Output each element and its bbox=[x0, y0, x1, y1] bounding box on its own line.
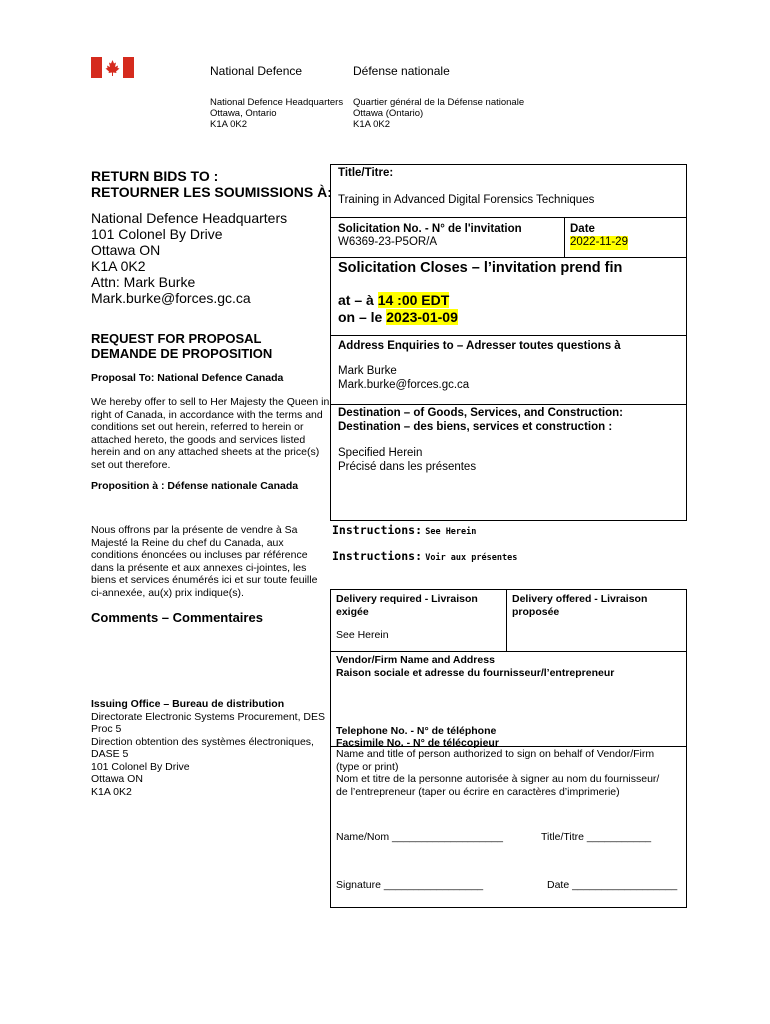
date-field[interactable]: Date __________________ bbox=[547, 879, 678, 891]
divider bbox=[506, 589, 507, 651]
divider bbox=[330, 217, 687, 218]
signature-field[interactable]: Signature _________________ bbox=[336, 879, 484, 891]
dept-address-en: National Defence Headquarters Ottawa, Ontario K1A 0K2 bbox=[210, 97, 344, 130]
comments-heading: Comments – Commentaires bbox=[91, 610, 263, 625]
closing-time: 14 :00 EDT bbox=[377, 292, 450, 308]
authorized-person-label: Name and title of person authorized to sign on behalf of Vendor/Firm (type or print) Nom et titre de la personne autorisée à signer au nom du fournisseur/ de l’entrepreneur (taper ou écrire en caractères d’imprimerie) bbox=[336, 748, 660, 798]
divider bbox=[330, 404, 687, 405]
divider bbox=[330, 257, 687, 258]
delivery-offered-label: Delivery offered - Livraison proposée bbox=[512, 593, 648, 618]
name-field[interactable]: Name/Nom ___________________ bbox=[336, 831, 503, 843]
closing-date: 2023-01-09 bbox=[386, 309, 458, 325]
closes-label: Solicitation Closes – l’invitation prend fin bbox=[338, 260, 623, 276]
instructions-fr: Instructions: Voir aux présentes bbox=[332, 549, 518, 563]
dept-name-fr: Défense nationale bbox=[353, 64, 450, 78]
divider bbox=[330, 335, 687, 336]
title-label: Title/Titre: bbox=[338, 167, 394, 179]
canada-flag-icon bbox=[91, 57, 134, 78]
vendor-label: Vendor/Firm Name and Address Raison sociale et adresse du fournisseur/l’entrepreneur bbox=[336, 654, 615, 679]
destination-value: Specified Herein Précisé dans les présentes bbox=[338, 447, 477, 473]
instructions-en: Instructions: See Herein bbox=[332, 523, 477, 537]
title-value: Training in Advanced Digital Forensics Techniques bbox=[338, 194, 595, 206]
proposition-heading: Proposition à : Défense nationale Canada bbox=[91, 480, 299, 492]
proposal-to: Proposal To: National Defence Canada bbox=[91, 372, 284, 384]
issuing-office: Issuing Office – Bureau de distribution Directorate Electronic Systems Procurement, DES Proc 5 Direction obtention des systèmes électroniques, DASE 5 101 Colonel By Drive Ottawa ON K1A 0K2 bbox=[91, 698, 325, 798]
solicitation-number: W6369-23-P5OR/A bbox=[338, 236, 438, 248]
title-field[interactable]: Title/Titre ___________ bbox=[541, 831, 652, 843]
delivery-required-value: See Herein bbox=[336, 629, 389, 641]
divider bbox=[330, 651, 687, 652]
facsimile-label: Facsimile No. - N° de télécopieur bbox=[336, 737, 499, 749]
destination-label: Destination – of Goods, Services, and Construction: Destination – des biens, services et construction : bbox=[338, 407, 623, 433]
delivery-required-label: Delivery required - Livraison exigée bbox=[336, 593, 478, 618]
enquiries-contact: Mark Burke Mark.burke@forces.gc.ca bbox=[338, 365, 470, 391]
return-address: National Defence Headquarters 101 Colonel By Drive Ottawa ON K1A 0K2 Attn: Mark Burke Mark.burke@forces.gc.ca bbox=[91, 210, 288, 306]
solicitation-label: Solicitation No. - N° de l'invitation bbox=[338, 223, 522, 235]
solicitation-date: 2022-11-29 bbox=[570, 236, 628, 248]
divider bbox=[564, 217, 565, 257]
telephone-label: Telephone No. - N° de téléphone bbox=[336, 725, 497, 737]
enquiries-label: Address Enquiries to – Adresser toutes questions à bbox=[338, 340, 621, 352]
offer-text-fr: Nous offrons par la présente de vendre à Sa Majesté la Reine du chef du Canada, aux conditions énoncées ou incluses par référence dans la présente et aux annexes ci-jointes, les biens et services énumérés ici et sur toute feuille ci-annexée, au(x) prix indique(s). bbox=[91, 524, 318, 599]
date-label: Date bbox=[570, 223, 595, 235]
rfp-heading: REQUEST FOR PROPOSAL DEMANDE DE PROPOSITION bbox=[91, 331, 273, 361]
dept-name-en: National Defence bbox=[210, 64, 303, 78]
offer-text-en: We hereby offer to sell to Her Majesty the Queen in right of Canada, in accordance with the terms and conditions set out herein, referred to herein or attached hereto, the goods and services listed herein and on any attached sheets at the price(s) set out therefore. bbox=[91, 396, 330, 471]
return-bids-heading: RETURN BIDS TO : RETOURNER LES SOUMISSIONS À: bbox=[91, 168, 332, 200]
dept-address-fr: Quartier général de la Défense nationale Ottawa (Ontario) K1A 0K2 bbox=[353, 97, 525, 130]
closing-datetime: at – à 14 :00 EDT on – le 2023-01-09 bbox=[338, 292, 458, 325]
